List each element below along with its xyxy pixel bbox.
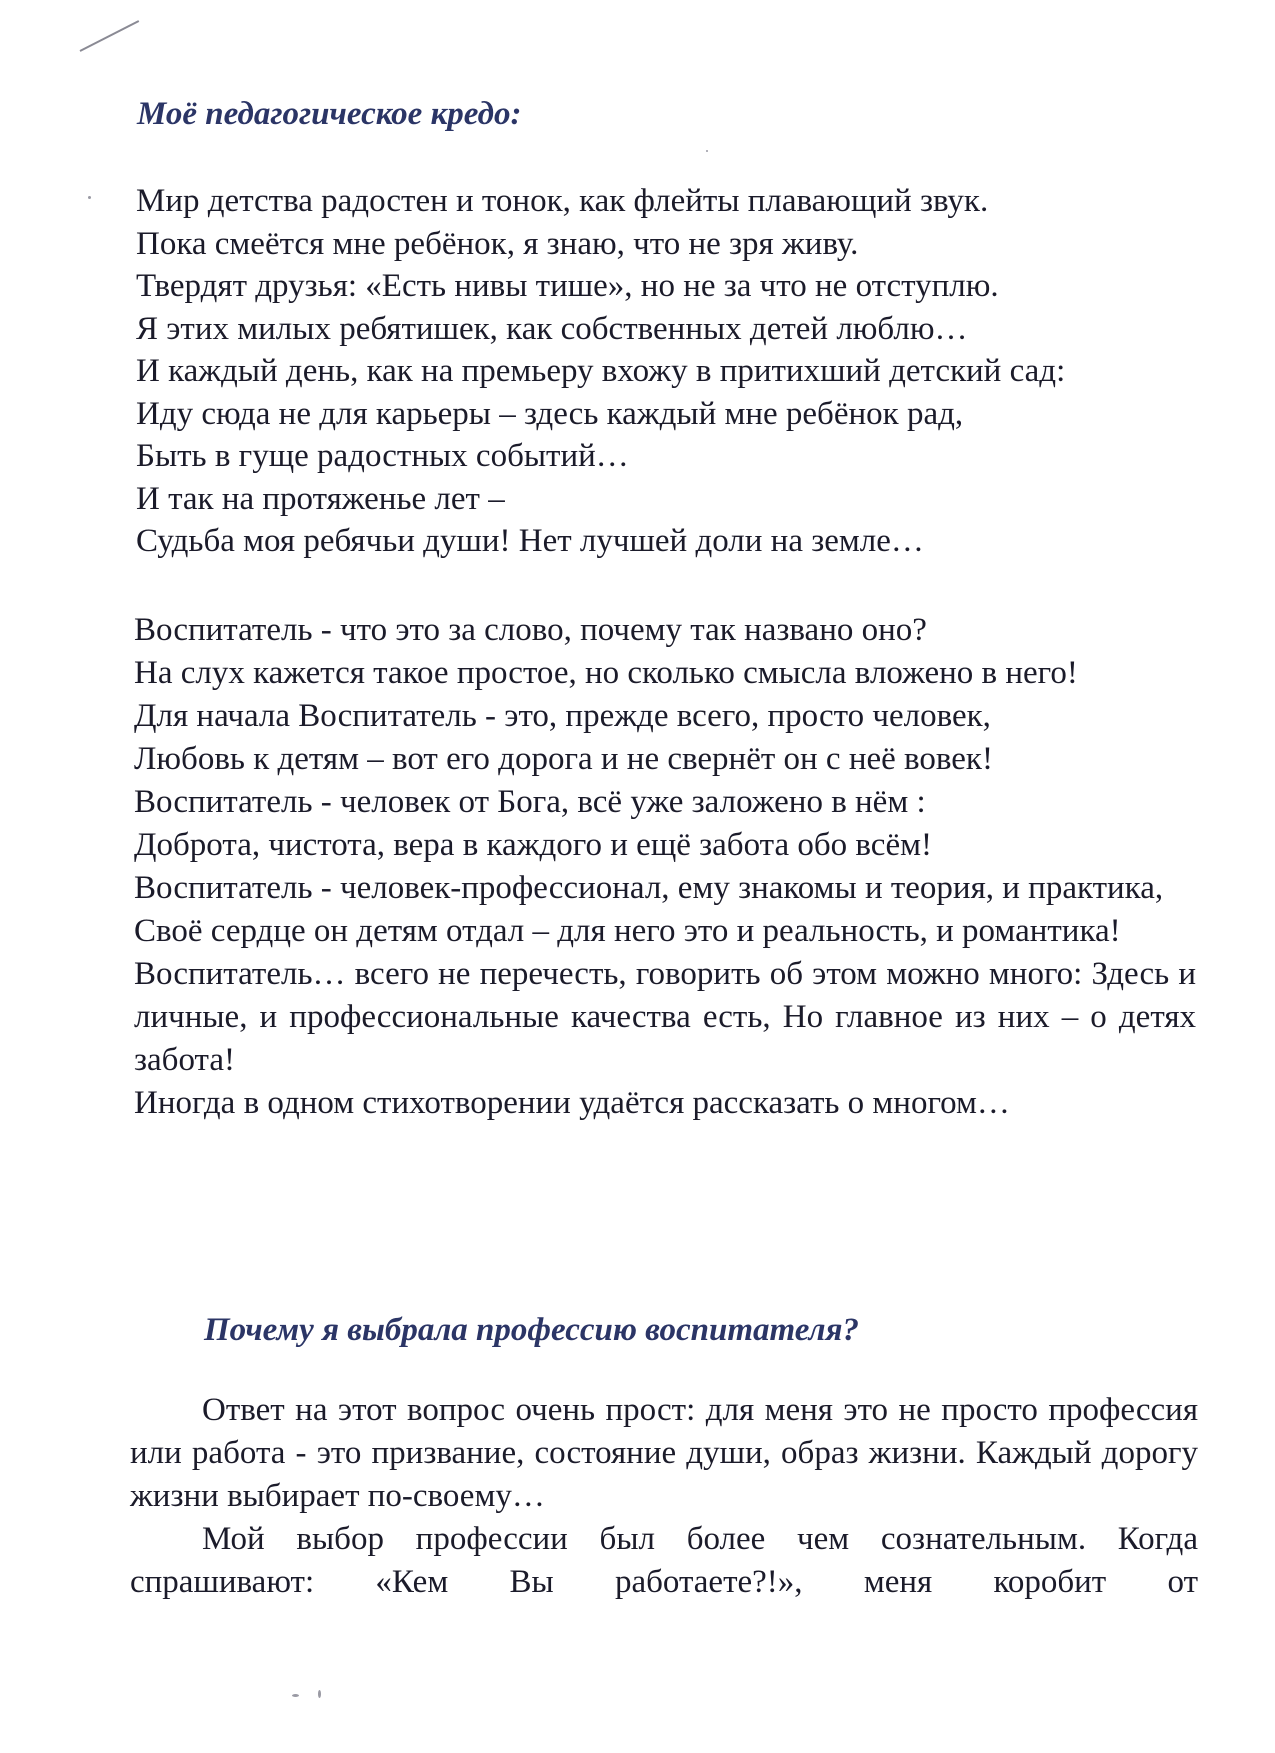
verse-paragraph: Для начала Воспитатель - это, прежде всего, просто человек,: [134, 698, 991, 734]
verse-paragraph: Воспитатель… всего не перечесть, говорить об этом можно много: Здесь и личные, и профессиональные качества есть, Но главное из них – о детях забота!: [134, 956, 1196, 1078]
educator-verse-block: [134, 609, 1196, 1125]
verse-paragraph: Своё сердце он детям отдал – для него это и реальность, и романтика!: [134, 913, 1121, 949]
verse-paragraph: Воспитатель - человек от Бога, всё уже заложено в нём :: [134, 784, 926, 820]
poem-line: Мир детства радостен и тонок, как флейты плавающий звук.: [136, 183, 989, 219]
page-title: Моё педагогическое кредо:: [137, 96, 522, 132]
scan-speck: [292, 1694, 299, 1697]
verse-paragraph: Любовь к детям – вот его дорога и не свернёт он с неё вовек!: [134, 741, 993, 777]
poem-line: Быть в гуще радостных событий…: [136, 438, 629, 474]
section-subtitle: Почему я выбрала профессию воспитателя?: [204, 1312, 860, 1348]
poem-line: Я этих милых ребятишек, как собственных детей люблю…: [136, 310, 968, 347]
verse-paragraph: Иногда в одном стихотворении удаётся рассказать о многом…: [134, 1085, 1010, 1121]
poem-line: Твердят друзья: «Есть нивы тише», но не за что не отступлю.: [136, 268, 999, 304]
essay-paragraph: Ответ на этот вопрос очень прост: для меня это не просто профессия или работа - это призвание, состояние души, образ жизни. Каждый дорогу жизни выбирает по-своему…: [130, 1392, 1198, 1514]
poem-line: Пока смеётся мне ребёнок, я знаю, что не зря живу.: [136, 225, 859, 262]
poem-line: И каждый день, как на премьеру вхожу в притихший детский сад:: [136, 353, 1066, 389]
verse-paragraph: Воспитатель - человек-профессионал, ему знакомы и теория, и практика,: [134, 870, 1164, 906]
essay-paragraph: Мой выбор профессии был более чем сознательным. Когда спрашивают: «Кем Вы работаете?!», меня коробит от: [130, 1521, 1198, 1600]
scan-speck: [318, 1690, 321, 1698]
verse-paragraph: Воспитатель - что это за слово, почему так названо оно?: [134, 612, 927, 648]
verse-paragraph: Доброта, чистота, вера в каждого и ещё забота обо всём!: [134, 827, 932, 863]
poem-line: И так на протяженье лет –: [136, 480, 505, 517]
poem-line: Иду сюда не для карьеры – здесь каждый мне ребёнок рад,: [136, 395, 964, 432]
verse-paragraph: На слух кажется такое простое, но сколько смысла вложено в него!: [134, 655, 1078, 691]
poem-line: Судьба моя ребячьи души! Нет лучшей доли на земле…: [136, 523, 924, 559]
scan-pen-mark: [80, 20, 140, 52]
scan-speck: [88, 196, 91, 199]
poem-block: [136, 180, 1206, 563]
essay-block: [130, 1389, 1198, 1604]
scan-speck: [706, 150, 708, 152]
